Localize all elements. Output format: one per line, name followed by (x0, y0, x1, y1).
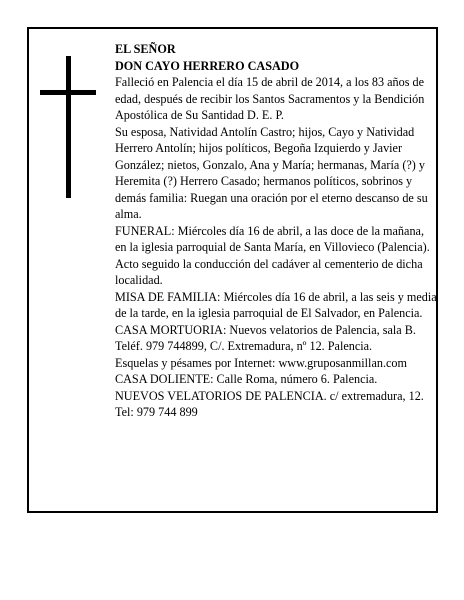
notice-content (115, 41, 437, 421)
deceased-name: DON CAYO HERRERO CASADO (115, 58, 300, 73)
death-announcement: Falleció en Palencia el día 15 de abril de 2014, a los 83 años de edad, después de recibir los Santos Sacramentos y la Bendición Apostólica de Su Santidad D. E. P. (115, 75, 425, 122)
family-home-address: CASA DOLIENTE: Calle Roma, número 6. Palencia. (115, 372, 378, 386)
internet-condolences: Esquelas y pésames por Internet: www.gruposanmillan.com (115, 355, 407, 370)
cross-vertical-bar (66, 56, 71, 198)
funeral-home-details: CASA MORTUORIA: Nuevos velatorios de Palencia, sala B. Teléf. 979 744899, C/. Extremadura, nº 12. Palencia. (115, 322, 416, 353)
notice-title-line-1: EL SEÑOR (115, 42, 176, 56)
obituary-notice (27, 27, 438, 513)
funeral-details: FUNERAL: Miércoles día 16 de abril, a las doce de la mañana, en la iglesia parroquial de Santa María, en Villovieco (Palencia). Acto seguido la conducción del cadáver al cementerio de dicha localidad. (115, 223, 430, 287)
family-mass-details: MISA DE FAMILIA: Miércoles día 16 de abril, a las seis y media de la tarde, en la iglesia parroquial de El Salvador, en Palencia. (115, 289, 437, 320)
family-mourners: Su esposa, Natividad Antolín Castro; hijos, Cayo y Natividad Herrero Antolín; hijos políticos, Begoña Izquierdo y Javier González; nietos, Gonzalo, Ana y María; hermanas, María (?) y Heremita (?) Herrero Casado; hermanos políticos, sobrinos y demás familia: Ruegan una oración por el eterno descanso de su alma. (115, 124, 428, 221)
funeral-home-footer: NUEVOS VELATORIOS DE PALENCIA. c/ extremadura, 12. Tel: 979 744 899 (115, 388, 424, 419)
cross-icon (40, 56, 96, 198)
cross-horizontal-bar (40, 90, 96, 95)
